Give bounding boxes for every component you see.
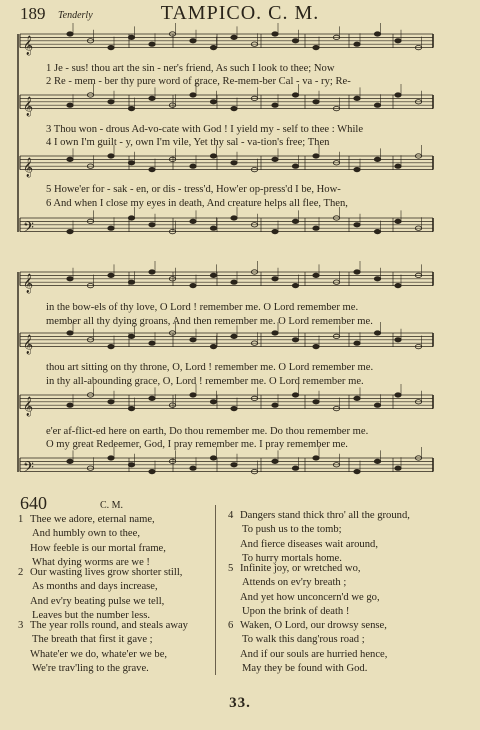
lyric-line: 3 Thou won - drous Ad-vo-cate with God ! I yield my - self to thee : While	[46, 124, 364, 135]
stanza-line: We're trav'ling to the grave.	[32, 663, 149, 675]
tempo-marking: Tenderly	[58, 10, 93, 21]
column-divider	[215, 505, 216, 675]
stanza	[228, 562, 380, 620]
lyric-line: in thy all-abounding grace, O, Lord ! remember me. O Lord remember me.	[46, 376, 364, 387]
stanza-line: Attends on ev'ry breath ;	[242, 577, 347, 589]
stanza-line: And if our souls are hurried hence,	[240, 648, 388, 660]
stanza-line: Whate'er we do, whate'er we be,	[30, 648, 168, 660]
stanza-number: 5	[228, 563, 234, 574]
lyric-line: 1 Je - sus! thou art the sin - ner's friend, As such I look to thee; Now	[46, 63, 335, 74]
stanza	[18, 619, 188, 677]
stanza-line: To push us to the tomb;	[242, 524, 342, 536]
stanza-line: And humbly own to thee,	[32, 528, 140, 540]
stanza-line: What dying worms are we !	[32, 557, 150, 569]
stanza-line: And ev'ry beating pulse we tell,	[30, 595, 165, 607]
stanza-number: 4	[228, 510, 234, 521]
stanza-line: Dangers stand thick thro' all the ground,	[240, 510, 410, 521]
tune-title: TAMPICO. C. M.	[160, 2, 320, 24]
lyric-line: member all thy dying groans, And then remember me. O Lord remember me.	[46, 316, 373, 327]
svg-text:𝄢: 𝄢	[23, 219, 34, 240]
lyric-line: e'er af-flict-ed here on earth, Do thou remember me. Do thou remember me.	[46, 426, 369, 437]
lyric-line: 6 And when I close my eyes in death, And creature helps all flee, Then,	[46, 198, 348, 209]
stanza-line: Thee we adore, eternal name,	[30, 514, 155, 525]
page-number: 33.	[229, 695, 251, 711]
svg-text:𝄞: 𝄞	[23, 157, 34, 178]
lyric-line: in the bow-els of thy love, O Lord ! remember me. O Lord remember me.	[46, 302, 359, 313]
stanza	[18, 566, 182, 624]
stanza-line: How feeble is our mortal frame,	[30, 542, 166, 554]
stanza-line: As months and days increase,	[32, 581, 158, 593]
lyric-line: thou art sitting on thy throne, O, Lord ! remember me. O Lord remember me.	[46, 362, 374, 373]
stanza	[18, 513, 166, 571]
stanza-number: 6	[228, 620, 234, 631]
stanza-line: And fierce diseases wait around,	[240, 538, 378, 550]
stanza-line: To hurry mortals home.	[242, 553, 342, 565]
stanza-line: To walk this dang'rous road ;	[242, 634, 365, 646]
meter-label: C. M.	[100, 500, 124, 511]
hymn-number: 189	[20, 4, 46, 23]
stanza	[228, 619, 387, 677]
svg-text:𝄞: 𝄞	[23, 334, 34, 355]
svg-text:𝄞: 𝄞	[23, 396, 34, 417]
stanza-line: The year rolls round, and steals away	[30, 620, 188, 631]
svg-text:𝄞: 𝄞	[23, 273, 34, 294]
lyric-line: O my great Redeemer, God, I pray remember me. I pray remember me.	[46, 439, 348, 450]
lyric-line: 5 Howe'er for - sak - en, or dis - tress'd, How'er op-press'd I be, How-	[46, 184, 341, 195]
lyric-line: 2 Re - mem - ber thy pure word of grace, Re-mem-ber Cal - va - ry; Re-	[46, 76, 351, 87]
stanza-number: 3	[18, 620, 24, 631]
svg-text:𝄞: 𝄞	[23, 35, 34, 56]
stanza-line: And yet how unconcern'd we go,	[240, 591, 380, 603]
stanza-line: Infinite joy, or wretched wo,	[240, 563, 361, 574]
hymn-number: 640	[20, 493, 47, 513]
svg-text:𝄞: 𝄞	[23, 96, 34, 117]
svg-text:𝄢: 𝄢	[23, 459, 34, 480]
stanza-line: Waken, O Lord, our drowsy sense,	[240, 620, 387, 631]
stanza-line: May they be found with God.	[242, 663, 368, 675]
stanza	[228, 509, 410, 567]
lyric-line: 4 I own I'm guilt - y, own I'm vile, Yet thy sal - va-tion's free; Then	[46, 137, 330, 148]
stanza-line: The breath that first it gave ;	[32, 634, 153, 646]
stanza-number: 1	[18, 514, 24, 525]
stanza-number: 2	[18, 567, 24, 578]
stanza-line: Upon the brink of death !	[242, 606, 350, 618]
stanza-line: Leaves but the number less.	[32, 610, 150, 622]
stanza-line: Our wasting lives grow shorter still,	[30, 567, 183, 578]
